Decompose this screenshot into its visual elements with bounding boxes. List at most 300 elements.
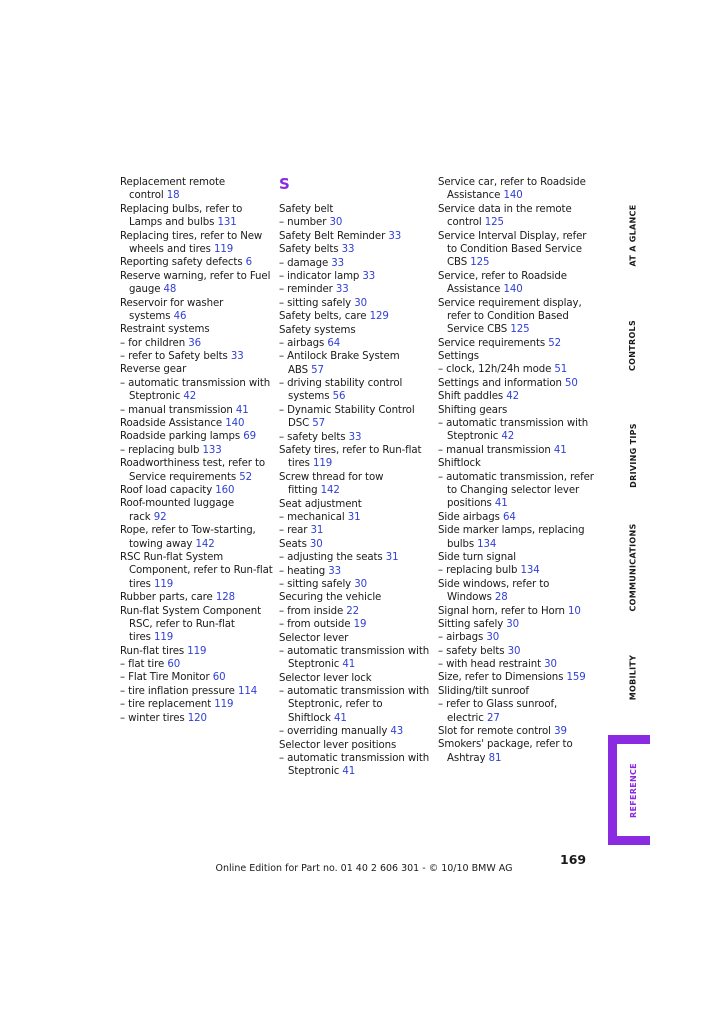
index-entry <box>438 538 588 551</box>
page-link[interactable]: 41 <box>333 712 347 724</box>
entry-text: – heating <box>279 565 326 577</box>
page-link[interactable]: 33 <box>328 565 342 577</box>
entry-text: Restraint systems <box>120 324 210 336</box>
entry-text: Roof-mounted luggage <box>120 498 235 510</box>
page-link[interactable]: 60 <box>212 672 226 684</box>
index-entry <box>279 752 429 765</box>
entry-text: Safety belts <box>279 244 339 256</box>
page-link[interactable]: 33 <box>348 431 362 443</box>
index-entry <box>438 444 588 457</box>
page-link[interactable]: 159 <box>566 672 586 684</box>
entry-text: – safety belts <box>438 645 505 657</box>
index-entry <box>279 765 429 778</box>
page-link[interactable]: 48 <box>163 284 177 296</box>
entry-text: – airbags <box>279 337 325 349</box>
page-link[interactable]: 30 <box>486 632 500 644</box>
page-link[interactable]: 22 <box>346 605 360 617</box>
index-entry <box>438 350 588 363</box>
entry-text: RSC Run-flat System <box>120 551 224 563</box>
page-link[interactable]: 125 <box>470 257 490 269</box>
entry-text: RSC, refer to Run-flat <box>129 618 235 630</box>
page-link[interactable]: 128 <box>215 592 235 604</box>
entry-text: Shiftlock <box>438 458 481 470</box>
entry-text: fitting <box>288 485 318 497</box>
entry-text: Service requirements <box>438 337 546 349</box>
footer: Online Edition for Part no. 01 40 2 606 301 - © 10/10 BMW AG <box>215 863 513 874</box>
entry-text: tires <box>129 578 151 590</box>
page-link[interactable]: 31 <box>385 552 399 564</box>
entry-text: Safety systems <box>279 324 356 336</box>
page-link[interactable]: 119 <box>187 645 207 657</box>
page-link[interactable]: 50 <box>564 377 578 389</box>
index-entry <box>438 390 588 403</box>
entry-text: Side marker lamps, replacing <box>438 525 585 537</box>
page-link[interactable]: 129 <box>369 311 389 323</box>
entry-text: Settings and information <box>438 377 562 389</box>
index-entry <box>438 645 588 658</box>
index-entry <box>120 337 270 350</box>
index-entry <box>438 511 588 524</box>
entry-text: Side airbags <box>438 511 500 523</box>
entry-text: Reverse gear <box>120 364 187 376</box>
page-link[interactable]: 33 <box>388 230 402 242</box>
index-entry <box>438 712 588 725</box>
page-link[interactable]: 19 <box>353 619 367 631</box>
index-entry <box>120 658 270 671</box>
index-entry <box>279 565 429 578</box>
index-entry <box>120 270 270 283</box>
page-link[interactable]: 18 <box>166 190 180 202</box>
entry-text: gauge <box>129 284 161 296</box>
index-entry <box>279 350 429 363</box>
page-link[interactable]: 140 <box>503 284 523 296</box>
tab-label: MOBILITY <box>628 654 638 701</box>
tab-communications[interactable] <box>625 520 641 615</box>
index-entry <box>438 471 594 484</box>
index-entry <box>438 323 588 336</box>
page-link[interactable]: 64 <box>502 511 516 523</box>
page-link[interactable]: 33 <box>341 244 355 256</box>
index-entry <box>279 645 429 658</box>
index-entry <box>279 283 429 296</box>
entry-text: Service, refer to Roadside <box>438 270 567 282</box>
index-entry <box>438 591 588 604</box>
page-link[interactable]: 142 <box>195 538 215 550</box>
index-entry <box>438 256 588 269</box>
index-entry <box>438 283 588 296</box>
index-entry <box>120 430 270 443</box>
index-entry <box>438 404 588 417</box>
index-entry <box>120 216 270 229</box>
index-entry <box>438 631 588 644</box>
page-link[interactable]: 30 <box>329 217 343 229</box>
index-entry <box>120 484 270 497</box>
index-entry <box>120 605 270 618</box>
index-entry <box>438 363 588 376</box>
index-entry <box>438 752 588 765</box>
entry-text: – refer to Glass sunroof, <box>438 699 558 711</box>
page-link[interactable]: 114 <box>237 685 258 697</box>
page-link[interactable]: 10 <box>568 605 581 617</box>
page-link[interactable]: 119 <box>214 243 234 255</box>
index-entry <box>279 538 429 551</box>
page-link[interactable]: 119 <box>313 458 333 470</box>
index-entry <box>120 377 270 390</box>
index-entry <box>120 685 270 698</box>
index-entry <box>279 417 429 430</box>
entry-text: Service requirements <box>129 471 237 483</box>
index-entry <box>120 631 270 644</box>
entry-text: Windows <box>447 592 492 604</box>
page-link[interactable]: 30 <box>544 659 557 671</box>
entry-text: – driving stability control <box>279 378 403 390</box>
entry-text: Size, refer to Dimensions <box>438 672 564 684</box>
entry-text: – flat tire <box>120 659 165 671</box>
entry-text: Service car, refer to Roadside <box>438 177 586 188</box>
entry-text: Service Interval Display, refer <box>438 230 587 242</box>
index-entry <box>279 524 429 537</box>
page-link[interactable]: 160 <box>215 484 235 496</box>
entry-text: Assistance <box>447 284 501 296</box>
entry-text: Service CBS <box>447 324 508 336</box>
index-entry <box>279 337 429 350</box>
index-entry <box>120 310 270 323</box>
index-entry <box>279 591 429 604</box>
page-link[interactable]: 33 <box>362 270 376 282</box>
entry-text: – tire inflation pressure <box>120 685 235 697</box>
index-entry <box>438 725 588 738</box>
page-link[interactable]: 134 <box>477 538 497 550</box>
index-entry <box>438 176 588 189</box>
index-entry <box>438 524 588 537</box>
index-entry <box>120 618 270 631</box>
page-link[interactable]: 36 <box>188 337 201 349</box>
tab-label: COMMUNICATIONS <box>628 523 638 612</box>
entry-text: – refer to Safety belts <box>120 351 228 363</box>
entry-text: Securing the vehicle <box>279 592 382 604</box>
index-entry <box>438 457 588 470</box>
entry-text: – damage <box>279 257 329 269</box>
index-column-3 <box>438 176 594 765</box>
entry-text: CBS <box>447 257 468 269</box>
entry-text: – automatic transmission with <box>120 377 271 389</box>
index-entry <box>279 257 429 270</box>
page-link[interactable]: 30 <box>309 538 323 550</box>
page-link[interactable]: 41 <box>553 444 567 456</box>
entry-text: Reservoir for washer <box>120 297 224 309</box>
entry-text: Safety Belt Reminder <box>279 230 386 242</box>
entry-text: – Dynamic Stability Control <box>279 404 415 416</box>
entry-text: Run-flat System Component <box>120 605 261 617</box>
entry-text: Steptronic <box>129 391 181 403</box>
entry-text: Safety tires, refer to Run-flat <box>279 445 422 457</box>
index-entry <box>120 283 270 296</box>
page-link[interactable]: 133 <box>202 444 222 456</box>
index-entry <box>279 551 429 564</box>
entry-text: – number <box>279 217 327 229</box>
entry-text: – sitting safely <box>279 297 352 309</box>
entry-text: Screw thread for tow <box>279 471 384 483</box>
entry-text: – automatic transmission, refer <box>438 471 594 483</box>
entry-text: Steptronic, refer to <box>288 699 383 711</box>
page-link[interactable]: 41 <box>494 498 508 510</box>
index-entry <box>279 297 429 310</box>
index-entry <box>438 216 588 229</box>
entry-text: towing away <box>129 538 193 550</box>
entry-text: to Changing selector lever <box>447 484 580 496</box>
index-entry <box>279 390 429 403</box>
entry-text: Replacement remote <box>120 177 226 188</box>
entry-text: Side turn signal <box>438 551 516 563</box>
index-entry <box>279 457 429 470</box>
index-entry <box>120 350 270 363</box>
tab-at-a-glance[interactable] <box>625 200 641 270</box>
index-entry <box>438 270 588 283</box>
index-entry <box>279 243 429 256</box>
index-entry <box>120 417 270 430</box>
index-column-2 <box>279 176 429 779</box>
entry-text: tires <box>288 458 310 470</box>
page-link[interactable]: 33 <box>335 284 349 296</box>
index-entry <box>438 564 588 577</box>
page-link[interactable]: 57 <box>311 364 324 376</box>
entry-text: Service requirement display, <box>438 297 582 309</box>
index-entry <box>438 297 588 310</box>
index-entry <box>279 672 429 685</box>
entry-text: Reporting safety defects <box>120 257 243 269</box>
page-link[interactable]: 6 <box>245 257 253 269</box>
page-link[interactable]: 30 <box>354 297 368 309</box>
entry-text: – airbags <box>438 632 484 644</box>
index-entry <box>120 551 270 564</box>
index-entry <box>120 256 270 269</box>
entry-text: Roadworthiness test, refer to <box>120 458 266 470</box>
entry-text: Shiftlock <box>288 712 331 724</box>
page-link[interactable]: 57 <box>312 418 326 430</box>
section-letter: S <box>279 175 290 193</box>
tab-label: REFERENCE <box>628 762 638 818</box>
page-link[interactable]: 30 <box>354 578 368 590</box>
entry-text: – automatic transmission with <box>438 418 589 430</box>
page-link[interactable]: 33 <box>331 257 345 269</box>
page-link[interactable]: 42 <box>501 431 515 443</box>
tab-controls[interactable] <box>625 315 641 375</box>
index-entry <box>279 618 429 631</box>
index-entry <box>279 484 429 497</box>
page-link[interactable]: 28 <box>494 592 508 604</box>
entry-text: Assistance <box>447 190 501 202</box>
entry-text: Signal horn, refer to Horn <box>438 605 565 617</box>
entry-text: Roadside Assistance <box>120 418 223 430</box>
entry-text: – for children <box>120 337 186 349</box>
entry-text: bulbs <box>447 538 475 550</box>
index-entry <box>279 324 429 337</box>
entry-text: Smokers' package, refer to <box>438 739 573 751</box>
entry-text: Slot for remote control <box>438 726 551 738</box>
index-entry <box>279 377 429 390</box>
page-link[interactable]: 119 <box>154 632 174 644</box>
index-entry <box>279 605 429 618</box>
page-link[interactable]: 31 <box>310 525 324 537</box>
entry-text: Replacing bulbs, refer to <box>120 203 243 215</box>
entry-text: Service data in the remote <box>438 203 572 215</box>
page-link[interactable]: 119 <box>214 699 234 711</box>
index-entry <box>279 658 429 671</box>
page-link[interactable]: 56 <box>332 391 346 403</box>
entry-text: systems <box>288 391 330 403</box>
index-entry <box>279 712 429 725</box>
index-entry <box>120 457 270 470</box>
entry-text: – safety belts <box>279 431 346 443</box>
entry-text: systems <box>129 310 171 322</box>
index-entry <box>120 511 270 524</box>
tab-mobility[interactable] <box>625 650 641 705</box>
index-entry <box>438 578 588 591</box>
index-entry <box>279 230 429 243</box>
entry-text: Shifting gears <box>438 404 508 416</box>
page-link[interactable]: 31 <box>347 511 361 523</box>
entry-text: Selector lever <box>279 632 349 644</box>
entry-text: Roof load capacity <box>120 484 213 496</box>
entry-text: Rubber parts, care <box>120 592 213 604</box>
page-link[interactable]: 134 <box>520 565 540 577</box>
index-entry <box>279 364 429 377</box>
entry-text: Safety belts, care <box>279 311 367 323</box>
index-entry <box>120 230 270 243</box>
tab-driving-tips[interactable] <box>625 418 641 493</box>
index-entry <box>120 444 270 457</box>
page-link[interactable]: 92 <box>153 511 167 523</box>
page-link[interactable]: 30 <box>506 618 520 630</box>
entry-text: – tire replacement <box>120 699 212 711</box>
page-link[interactable]: 64 <box>327 337 341 349</box>
index-entry <box>279 404 429 417</box>
index-entry <box>279 471 429 484</box>
page-link[interactable]: 52 <box>239 471 252 483</box>
page-link[interactable]: 119 <box>154 578 174 590</box>
entry-text: – Antilock Brake System <box>279 351 400 363</box>
index-entry <box>438 430 588 443</box>
index-entry <box>438 497 588 510</box>
page-link[interactable]: 120 <box>187 712 207 724</box>
page-link[interactable]: 39 <box>554 726 567 738</box>
entry-text: control <box>447 217 482 229</box>
page-link[interactable]: 131 <box>217 217 237 229</box>
entry-text: – manual transmission <box>120 404 233 416</box>
entry-text: Side windows, refer to <box>438 578 550 590</box>
reference-bracket <box>608 735 650 845</box>
entry-text: – manual transmission <box>438 444 551 456</box>
index-entry <box>120 243 270 256</box>
index-entry <box>438 551 588 564</box>
entry-text: Replacing tires, refer to New <box>120 230 263 242</box>
page-link[interactable]: 125 <box>484 217 504 229</box>
index-entry <box>120 404 270 417</box>
entry-text: – replacing bulb <box>438 565 518 577</box>
page-link[interactable]: 140 <box>503 190 523 202</box>
index-entry <box>120 564 273 577</box>
index-entry <box>279 698 429 711</box>
index-entry <box>279 310 429 323</box>
page-link[interactable]: 42 <box>183 391 197 403</box>
page-link[interactable]: 69 <box>243 431 256 443</box>
index-entry <box>438 230 588 243</box>
index-entry <box>279 578 429 591</box>
entry-text: – mechanical <box>279 511 345 523</box>
entry-text: – indicator lamp <box>279 270 360 282</box>
page-link[interactable]: 46 <box>173 310 187 322</box>
page-number: 169 <box>560 852 587 867</box>
entry-text: electric <box>447 712 484 724</box>
page-link[interactable]: 142 <box>320 485 340 497</box>
entry-text: Steptronic <box>288 766 340 778</box>
index-entry <box>279 632 429 645</box>
entry-text: Selector lever positions <box>279 739 397 751</box>
index-entry <box>438 738 588 751</box>
page-link[interactable]: 60 <box>167 659 181 671</box>
page-link[interactable]: 140 <box>225 418 245 430</box>
page-link[interactable]: 43 <box>390 726 404 738</box>
page-link[interactable]: 125 <box>510 324 530 336</box>
index-entry <box>120 189 270 202</box>
entry-text: Seat adjustment <box>279 498 362 510</box>
entry-text: rack <box>129 511 151 523</box>
entry-text: Reserve warning, refer to Fuel <box>120 270 271 282</box>
page-link[interactable]: 41 <box>342 766 356 778</box>
entry-text: Selector lever lock <box>279 672 372 684</box>
entry-text: – from outside <box>279 619 351 631</box>
entry-text: – sitting safely <box>279 578 352 590</box>
index-entry <box>120 471 270 484</box>
index-entry <box>279 511 429 524</box>
entry-text: – overriding manually <box>279 726 388 738</box>
index-entry <box>438 203 588 216</box>
index-entry <box>279 725 429 738</box>
index-entry <box>438 189 588 202</box>
entry-text: – replacing bulb <box>120 444 200 456</box>
page-link[interactable]: 42 <box>506 391 520 403</box>
index-entry <box>120 671 270 684</box>
page-link[interactable]: 33 <box>230 351 244 363</box>
page-link[interactable]: 27 <box>486 712 500 724</box>
index-entry <box>120 524 270 537</box>
entry-text: Rope, refer to Tow-starting, <box>120 525 256 537</box>
entry-text: Safety belt <box>279 204 334 215</box>
entry-text: ABS <box>288 364 308 376</box>
entry-text: DSC <box>288 418 310 430</box>
index-entry <box>438 377 588 390</box>
index-entry <box>120 698 270 711</box>
index-entry <box>438 658 588 671</box>
index-entry <box>120 390 270 403</box>
entry-text: Shift paddles <box>438 391 504 403</box>
entry-text: – rear <box>279 525 308 537</box>
index-entry <box>120 203 270 216</box>
page-link[interactable]: 41 <box>235 404 249 416</box>
entry-text: to Condition Based Service <box>447 243 582 255</box>
index-entry <box>120 497 270 510</box>
entry-text: – automatic transmission with <box>279 753 430 765</box>
page-link[interactable]: 81 <box>488 752 502 764</box>
page-link[interactable]: 41 <box>342 659 356 671</box>
entry-text: – with head restraint <box>438 659 542 671</box>
page-link[interactable]: 30 <box>507 645 521 657</box>
index-entry <box>120 363 270 376</box>
page-link[interactable]: 52 <box>548 337 561 349</box>
index-entry <box>120 712 270 725</box>
page-link[interactable]: 51 <box>554 364 568 376</box>
index-entry <box>120 645 270 658</box>
